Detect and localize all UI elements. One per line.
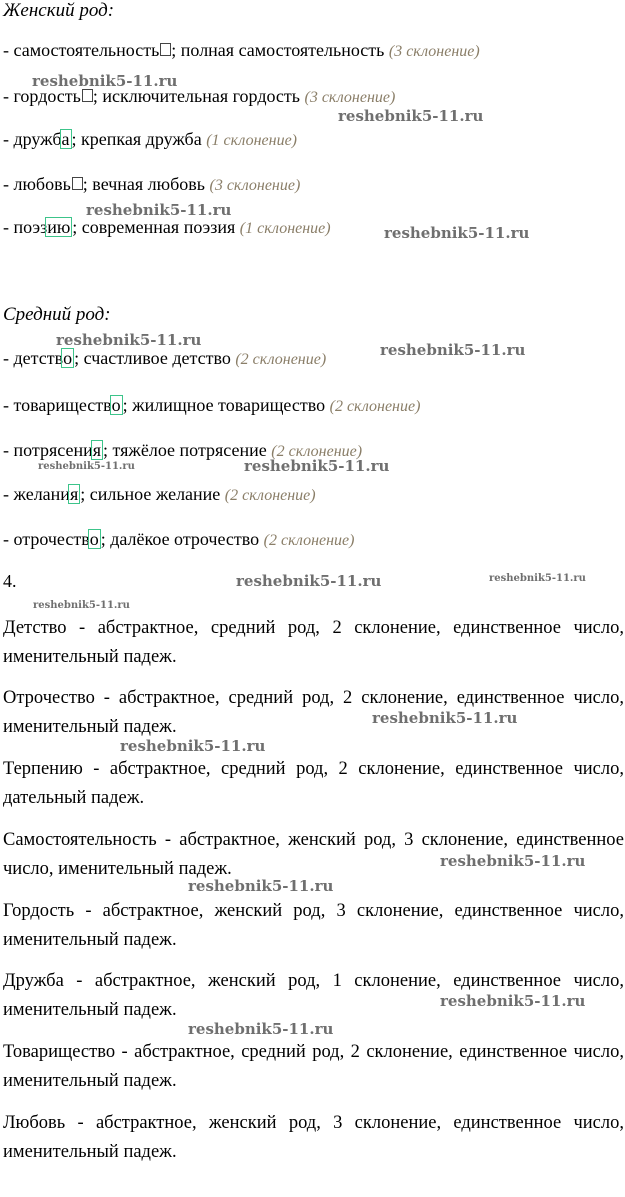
watermark: reshebnik5-11.ru (188, 877, 334, 895)
watermark: reshebnik5-11.ru (38, 461, 135, 472)
declension-note: (2 склонение) (271, 443, 363, 460)
item-dash: - (3, 529, 14, 549)
analysis-paragraph: Любовь - абстрактное, женский род, 3 склонение, единственное число, именительный падеж. (3, 1113, 624, 1162)
watermark: reshebnik5-11.ru (384, 224, 530, 242)
item-phrase: ; вечная любовь (82, 174, 205, 194)
empty-ending-box (82, 89, 93, 102)
list-item (3, 217, 331, 238)
item-dash: - (3, 484, 14, 504)
ending-highlight: о (89, 529, 99, 549)
watermark: reshebnik5-11.ru (372, 709, 518, 727)
item-dash: - (3, 217, 14, 237)
item-word: отрочеств (13, 529, 90, 549)
item-word: детств (13, 348, 64, 368)
ending-highlight: а (61, 129, 70, 149)
item-phrase: ; крепкая дружба (71, 129, 202, 149)
item-word: любовь (13, 174, 71, 194)
item-dash: - (3, 40, 14, 60)
item-word: самостоятельность (13, 40, 160, 60)
item-word: дружб (13, 129, 62, 149)
item-word: товариществ (13, 395, 112, 415)
item-dash: - (3, 395, 14, 415)
list-item (3, 395, 420, 416)
item-phrase: ; исключительная гордость (92, 86, 300, 106)
item-dash: - (3, 129, 14, 149)
declension-note: (3 склонение) (209, 177, 301, 194)
watermark: reshebnik5-11.ru (244, 457, 390, 475)
declension-note: (2 склонение) (263, 532, 355, 549)
list-item (3, 484, 316, 505)
item-phrase: ; современная поэзия (72, 217, 236, 237)
watermark: reshebnik5-11.ru (120, 737, 266, 755)
analysis-paragraph: Гордость - абстрактное, женский род, 3 склонение, единственное число, именительный падеж. (3, 901, 624, 950)
analysis-paragraph: Дружба - абстрактное, женский род, 1 склонение, единственное число, именительный падеж. (3, 971, 624, 1020)
watermark: reshebnik5-11.ru (338, 107, 484, 125)
watermark: reshebnik5-11.ru (440, 852, 586, 870)
section-number: 4. (3, 571, 17, 591)
list-item (3, 529, 354, 550)
ending-highlight: о (111, 395, 121, 415)
declension-note: (2 склонение) (329, 398, 421, 415)
analysis-paragraph: Товарищество - абстрактное, средний род, 2 склонение, единственное число, именительный падеж. (3, 1042, 624, 1091)
ending-highlight: ию (47, 217, 71, 237)
list-item (3, 129, 297, 150)
analysis-paragraph: Терпению - абстрактное, средний род, 2 склонение, единственное число, дательный падеж. (3, 759, 624, 808)
neuter-heading: Средний род: (3, 304, 111, 325)
empty-ending-box (72, 177, 83, 190)
item-word: желани (13, 484, 70, 504)
item-phrase: ; полная самостоятельность (171, 40, 385, 60)
list-item (3, 348, 326, 369)
watermark: reshebnik5-11.ru (33, 600, 130, 611)
declension-note: (3 склонение) (388, 43, 480, 60)
watermark: reshebnik5-11.ru (188, 1020, 334, 1038)
watermark: reshebnik5-11.ru (32, 72, 178, 90)
list-item (3, 174, 300, 195)
item-dash: - (3, 440, 14, 460)
item-word: поэз (13, 217, 48, 237)
item-phrase: ; тяжёлое потрясение (103, 440, 267, 460)
watermark: reshebnik5-11.ru (56, 331, 202, 349)
declension-note: (2 склонение) (235, 351, 327, 368)
ending-highlight: я (92, 440, 102, 460)
item-word: гордость (13, 86, 81, 106)
declension-note: (3 склонение) (304, 89, 396, 106)
declension-note: (1 склонение) (206, 132, 297, 149)
item-dash: - (3, 174, 14, 194)
analysis-paragraph: Самостоятельность - абстрактное, женский род, 3 склонение, единственное число, именительный падеж. (3, 830, 624, 879)
ending-highlight: я (69, 484, 79, 504)
watermark: reshebnik5-11.ru (236, 572, 382, 590)
analysis-paragraph: Детство - абстрактное, средний род, 2 склонение, единственное число, именительный падеж. (3, 618, 624, 667)
declension-note: (2 склонение) (224, 487, 316, 504)
list-item (3, 40, 480, 61)
item-dash: - (3, 348, 14, 368)
analysis-paragraph: Отрочество - абстрактное, средний род, 2 склонение, единственное число, именительный падеж. (3, 688, 624, 737)
item-word: потрясени (13, 440, 93, 460)
item-phrase: ; далёкое отрочество (100, 529, 260, 549)
watermark: reshebnik5-11.ru (489, 573, 586, 584)
item-phrase: ; счастливое детство (74, 348, 231, 368)
item-phrase: ; сильное желание (80, 484, 221, 504)
item-dash: - (3, 86, 14, 106)
item-phrase: ; жилищное товарищество (122, 395, 326, 415)
declension-note: (1 склонение) (239, 220, 331, 237)
watermark: reshebnik5-11.ru (380, 341, 526, 359)
feminine-heading: Женский род: (3, 0, 115, 21)
watermark: reshebnik5-11.ru (440, 992, 586, 1010)
ending-highlight: о (63, 348, 73, 368)
empty-ending-box (160, 43, 171, 56)
watermark: reshebnik5-11.ru (86, 201, 232, 219)
